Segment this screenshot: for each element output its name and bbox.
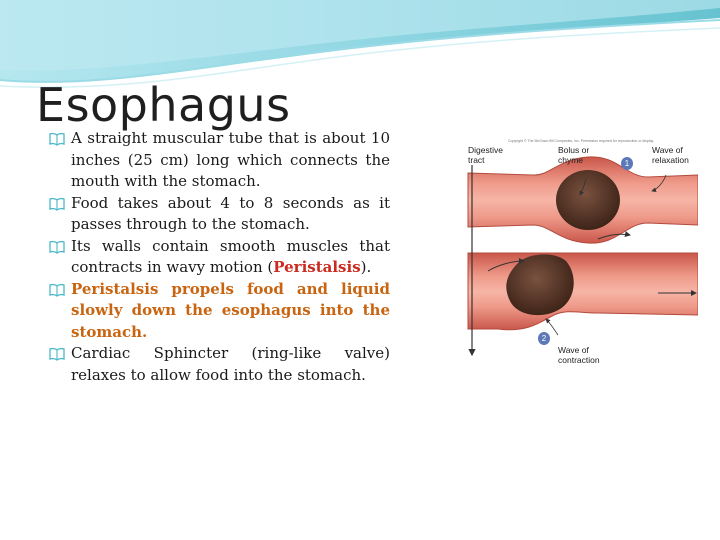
bullet-item (46, 193, 390, 236)
peristalsis-highlight: Peristalsis (273, 258, 361, 276)
bullet-item (46, 343, 390, 386)
label-contraction: Wave of contraction (558, 345, 600, 365)
book-icon (49, 132, 65, 146)
slide-title: Esophagus (36, 78, 291, 132)
label-relaxation: Wave of relaxation (652, 145, 689, 165)
bullet-text: A straight muscular tube that is about 10 inches (25 cm) long which connects the mouth with the stomach. (71, 129, 390, 190)
bullet-text: Peristalsis propels food and liquid slowly down the esophagus into the stomach. (71, 279, 390, 341)
bullet-text-after: ). (360, 258, 372, 276)
book-icon (49, 347, 65, 361)
bullet-text-before: Its walls contain smooth muscles that contracts in wavy motion ( (71, 236, 390, 276)
bullet-item (46, 128, 390, 193)
figure-copyright: Copyright © The McGraw-Hill Companies, Inc. Permission required for reproduction or display. (508, 139, 655, 143)
bullet-text: Food takes about 4 to 8 seconds as it passes through to the stomach. (71, 193, 390, 233)
bolus-top (556, 170, 620, 230)
peristalsis-illustration (458, 133, 698, 365)
bullet-list (46, 128, 390, 386)
book-icon (49, 240, 65, 254)
step-1-badge: 1 (621, 157, 633, 170)
bullet-item-emphasized (46, 279, 390, 344)
label-digestive-tract: Digestive tract (468, 145, 503, 165)
book-icon (49, 283, 65, 297)
bullet-text: Cardiac Sphincter (ring-like valve) relaxes to allow food into the stomach. (71, 344, 390, 384)
peristalsis-figure (458, 133, 698, 365)
book-icon (49, 197, 65, 211)
step-2-badge: 2 (538, 332, 550, 345)
bullet-item (46, 236, 390, 279)
label-bolus: Bolus or chyme (558, 145, 590, 165)
